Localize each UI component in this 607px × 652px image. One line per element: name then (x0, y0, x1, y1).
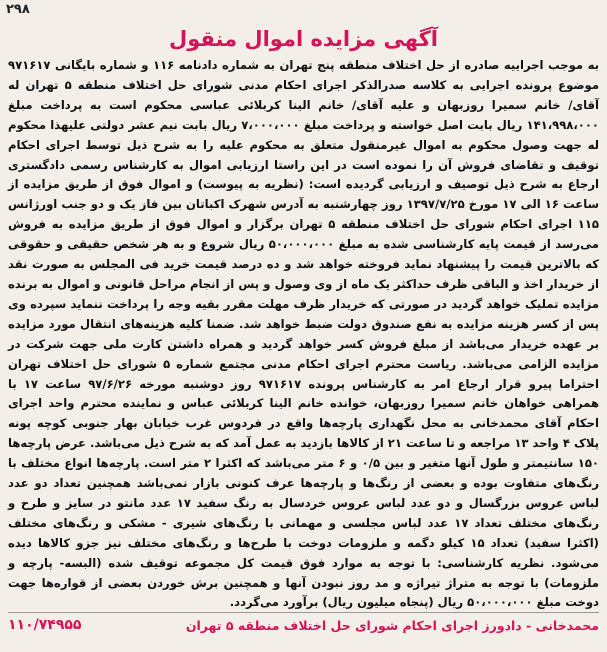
footer (8, 612, 599, 633)
reference-code: ۱۱۰/۷۴۹۵۵ (8, 617, 82, 633)
page-number: ۲۹۸ (6, 2, 30, 17)
page-title: آگهی مزایده اموال منقول (169, 27, 438, 51)
signature: محمدخانی - دادورز اجرای احکام شورای حل اختلاف منطقه ۵ تهران (185, 617, 599, 633)
notice-body: به موجب اجراییه صادره از حل اختلاف منطقه پنج تهران به شماره دادنامه ۱۱۶ و شماره بایگانی ۹۷۱۶۱۷ موضوع پرونده اجرایی به کلاسه صدرالذکر اجرای احکام مدنی شورای حل اختلاف منطقه ۵ تهران له آقای/ خانم سمیرا روزبهان و علیه آقای/ خانم الینا کربلائی عباسی محکوم است به پرداخت مبلغ ۱۴۱،۹۹۸،۰۰۰ ریال بابت اصل خواسته و پرداخت مبلغ ۷،۰۰۰،۰۰۰ ریال بابت نیم عشر دولتی علیهذا محکوم له جهت وصول محکوم به اموال غیرمنقول متعلق به محکوم علیه را به شرح ذیل توسط اجرای احکام توقیف و تقاضای فروش آن را نموده است در این راستا ارزیابی اموال به کارشناس رسمی دادگستری ارجاع به شرح ذیل توصیف و ارزیابی گردیده است: (نظریه به پیوست) و اموال فوق از طریق مزایده از ساعت ۱۶ الی ۱۷ مورخ ۱۳۹۷/۷/۲۵ روز چهارشنبه به آدرس شهرک اکباتان بین فاز یک و دو جنب اورژانس ۱۱۵ اجرای احکام شورای حل اختلاف منطقه ۵ تهران برگزار و اموال فوق از طریق مزایده به فروش می‌رسد از قیمت پایه کارشناسی شده به مبلغ ۵۰،۰۰۰،۰۰۰ ریال شروع و به هر شخص حقیقی و حقوقی که بالاترین قیمت را پیشنهاد نماید فروخته خواهد شد و ده درصد قیمت خرید فی المجلس به صورت نقد از خریدار اخذ و الباقی ظرف حداکثر یک ماه از وی وصول و پس از انجام مراحل قانونی و اموال به برنده مزایده تملیک خواهد گردید در صورتی که خریدار ظرف مهلت مقرر بقیه وجه را پرداخت ننماید سپرده وی پس از کسر هزینه مزایده به نفع صندوق دولت ضبط خواهد شد. ضمنا کلیه هزینه‌های انتقال مورد مزایده بر عهده خریدار می‌باشد از مبلغ فروش کسر خواهد گردید و همراه داشتن کارت ملی جهت شرکت در مزایده الزامی می‌باشد. ریاست محترم اجرای احکام مدنی مجتمع شماره ۵ شورای حل اختلاف تهران احتراما پیرو قرار ارجاع امر به کارشناس پرونده ۹۷۱۶۱۷ روز دوشنبه مورخه ۹۷/۶/۲۶ ساعت ۱۷ با همراهی خواهان خانم سمیرا روزبهان، خوانده خانم الینا کربلائی عباس و نماینده محترم واحد اجرای احکام آقای محمدخانی به محل نگهداری پارچه‌ها واقع در فردوس غرب خیابان بهار جنوبی کوچه پونه پلاک ۴ واحد ۱۳ مراجعه و تا ساعت ۲۱ از کالاها بازدید به عمل آمد که به شرح ذیل می‌باشد. عرض پارچه‌ها ۱۵۰ سانتیمتر و طول آنها متغیر و بین ۰/۵ و ۶ متر می‌باشد که اکثرا ۲ متر است. پارچه‌ها انواع مختلف با رنگ‌های متفاوت بوده و بعضی از رنگ‌ها و پارچه‌ها عرف کنونی بازار نمی‌باشد همچنین تعداد دو عدد لباس عروس بزرگسال و دو عدد لباس عروس خردسال به رنگ سفید ۱۷ عدد مانتو در سایز و طرح و رنگ‌های مختلف تعداد ۱۷ عدد لباس مجلسی و مهمانی با رنگ‌های شیری - مشکی و رنگ‌های مختلف (اکثرا سفید) تعداد ۱۵ کیلو دگمه و ملزومات دوخت با طرح‌ها و رنگ‌های مختلف نیز جزو کالاها دیده می‌شود. نظریه کارشناسی: با توجه به موارد فوق قیمت کل مجموعه توقیف شده (البسه- پارچه و ملزومات) با توجه به متراژ تیراژه و مد روز نبودن آنها و همچنین برش خوردن بعضی از قواره‌ها جهت دوخت مبلغ ۵۰،۰۰۰،۰۰۰ ریال (پنجاه میلیون ریال) برآورد می‌گردد. (8, 58, 600, 610)
